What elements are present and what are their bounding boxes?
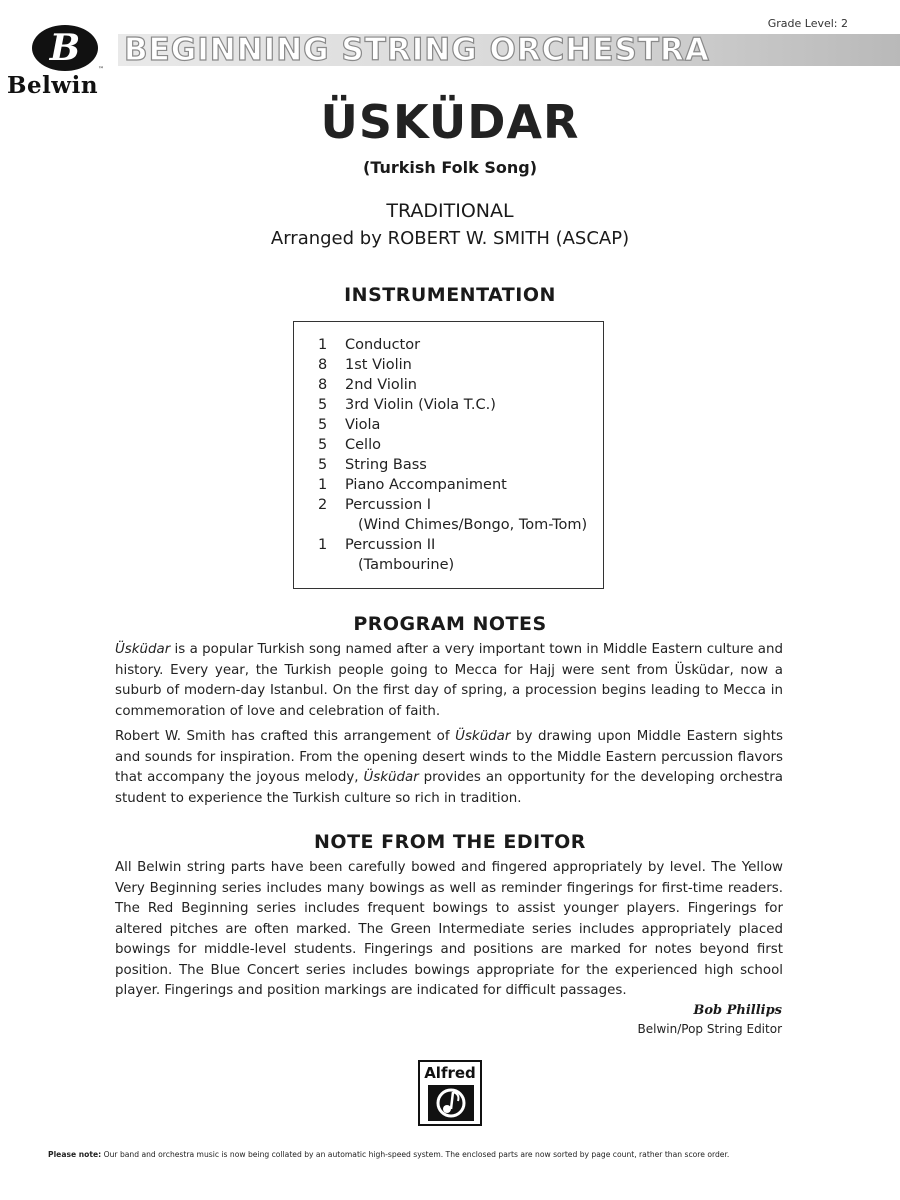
collation-note (48, 1150, 729, 1159)
instrument-row (318, 395, 587, 415)
collation-note-text: Our band and orchestra music is now being collated by an automatic high-speed system. The enclosed parts are now sorted by page count, rather than score order. (101, 1150, 730, 1159)
piece-title-italic: Üsküdar (363, 770, 419, 785)
instrument-row (318, 415, 587, 435)
alfred-logo-text: Alfred (424, 1064, 476, 1082)
instrument-row (318, 375, 587, 395)
editor-signature: Bob Phillips (693, 1003, 782, 1018)
instrument-name: String Bass (345, 457, 427, 473)
paragraph-text: is a popular Turkish song named after a very important town in Middle Eastern culture and history. Every year, the Turkish people going to Mecca for Hajj were sent from Üsküdar, now a suburb of modern-day Istanbul. On the first day of spring, a procession begins leading to Mecca in commemoration of love and celebration of faith. (115, 642, 783, 719)
grade-level: Grade Level: 2 (767, 17, 848, 30)
instrument-row (318, 435, 587, 455)
arranger-credit: Arranged by ROBERT W. SMITH (ASCAP) (270, 228, 630, 249)
instrument-name: 1st Violin (345, 357, 412, 373)
instrument-name: Conductor (345, 337, 421, 353)
instrument-qty: 2 (318, 497, 328, 513)
instrument-detail: (Tambourine) (358, 557, 455, 573)
instrument-qty: 1 (318, 477, 328, 493)
alfred-logo (418, 1060, 482, 1126)
series-banner-text: BEGINNING STRING ORCHESTRA (124, 32, 710, 68)
instrument-row (318, 495, 587, 515)
instrument-name: Viola (345, 417, 381, 433)
paragraph-text: by drawing upon Middle Eastern sights and sounds for inspiration. From the opening desert winds to the Middle Eastern percussion flavors that accompany the joyous melody, (115, 729, 783, 785)
paragraph-text: provides an opportunity for the developing orchestra student to experience the Turkish culture so rich in tradition. (115, 770, 783, 806)
piece-title-italic: Üsküdar (455, 729, 511, 744)
instrument-qty: 1 (318, 537, 328, 553)
piece-subtitle: (Turkish Folk Song) (363, 158, 537, 177)
instrument-qty: 5 (318, 417, 328, 433)
composer-credit: TRADITIONAL (386, 200, 514, 222)
instrument-qty: 8 (318, 377, 328, 393)
program-notes-paragraph-2 (115, 727, 783, 809)
belwin-logo-letter: B (49, 27, 81, 69)
instrument-name: Cello (345, 437, 381, 453)
instrument-qty: 8 (318, 357, 328, 373)
instrument-row (318, 355, 587, 375)
instrument-row (318, 455, 587, 475)
instrument-qty: 1 (318, 337, 328, 353)
belwin-logo-mark (32, 25, 98, 71)
instrument-qty: 5 (318, 397, 328, 413)
belwin-logo-text: Belwin (7, 72, 99, 99)
editor-title: Belwin/Pop String Editor (637, 1022, 782, 1036)
instrumentation-list (318, 335, 587, 575)
instrument-name: Percussion I (345, 497, 432, 513)
editor-note-heading: NOTE FROM THE EDITOR (314, 831, 586, 853)
instrumentation-box (293, 321, 604, 589)
instrument-row (318, 335, 587, 355)
instrumentation-heading: INSTRUMENTATION (344, 284, 556, 306)
piece-title: ÜSKÜDAR (320, 95, 580, 149)
instrument-detail: (Wind Chimes/Bongo, Tom-Tom) (358, 517, 588, 533)
instrument-qty: 5 (318, 437, 328, 453)
instrument-qty: 5 (318, 457, 328, 473)
program-notes-heading: PROGRAM NOTES (353, 613, 547, 635)
series-banner (118, 34, 900, 66)
instrument-name: 3rd Violin (Viola T.C.) (345, 397, 496, 413)
instrument-name: Piano Accompaniment (345, 477, 507, 493)
editor-note-paragraph: All Belwin string parts have been carefully bowed and fingered appropriately by level. The Yellow Very Beginning series includes many bowings as well as reminder fingerings for first-time readers. The Red Beginning series includes frequent bowings to assist younger players. Fingerings for altered pitches are often marked. The Green Intermediate series includes appropriately placed bowings for middle-level students. Fingerings and positions are marked for notes beyond first position. The Blue Concert series includes bowings appropriate for the experienced high school player. Fingerings and position markings are indicated for difficult passages. (115, 860, 783, 998)
trademark-symbol: ™ (98, 66, 104, 73)
paragraph-text: Robert W. Smith has crafted this arrangement of (115, 729, 456, 744)
piece-title-italic: Üsküdar (115, 642, 171, 657)
collation-note-label: Please note: (48, 1150, 102, 1159)
program-notes-paragraph-1 (115, 640, 783, 722)
instrument-name: Percussion II (345, 537, 436, 553)
alfred-logo-icon (427, 1084, 475, 1122)
instrument-name: 2nd Violin (345, 377, 417, 393)
instrument-row (318, 475, 587, 495)
instrument-row (318, 535, 587, 555)
